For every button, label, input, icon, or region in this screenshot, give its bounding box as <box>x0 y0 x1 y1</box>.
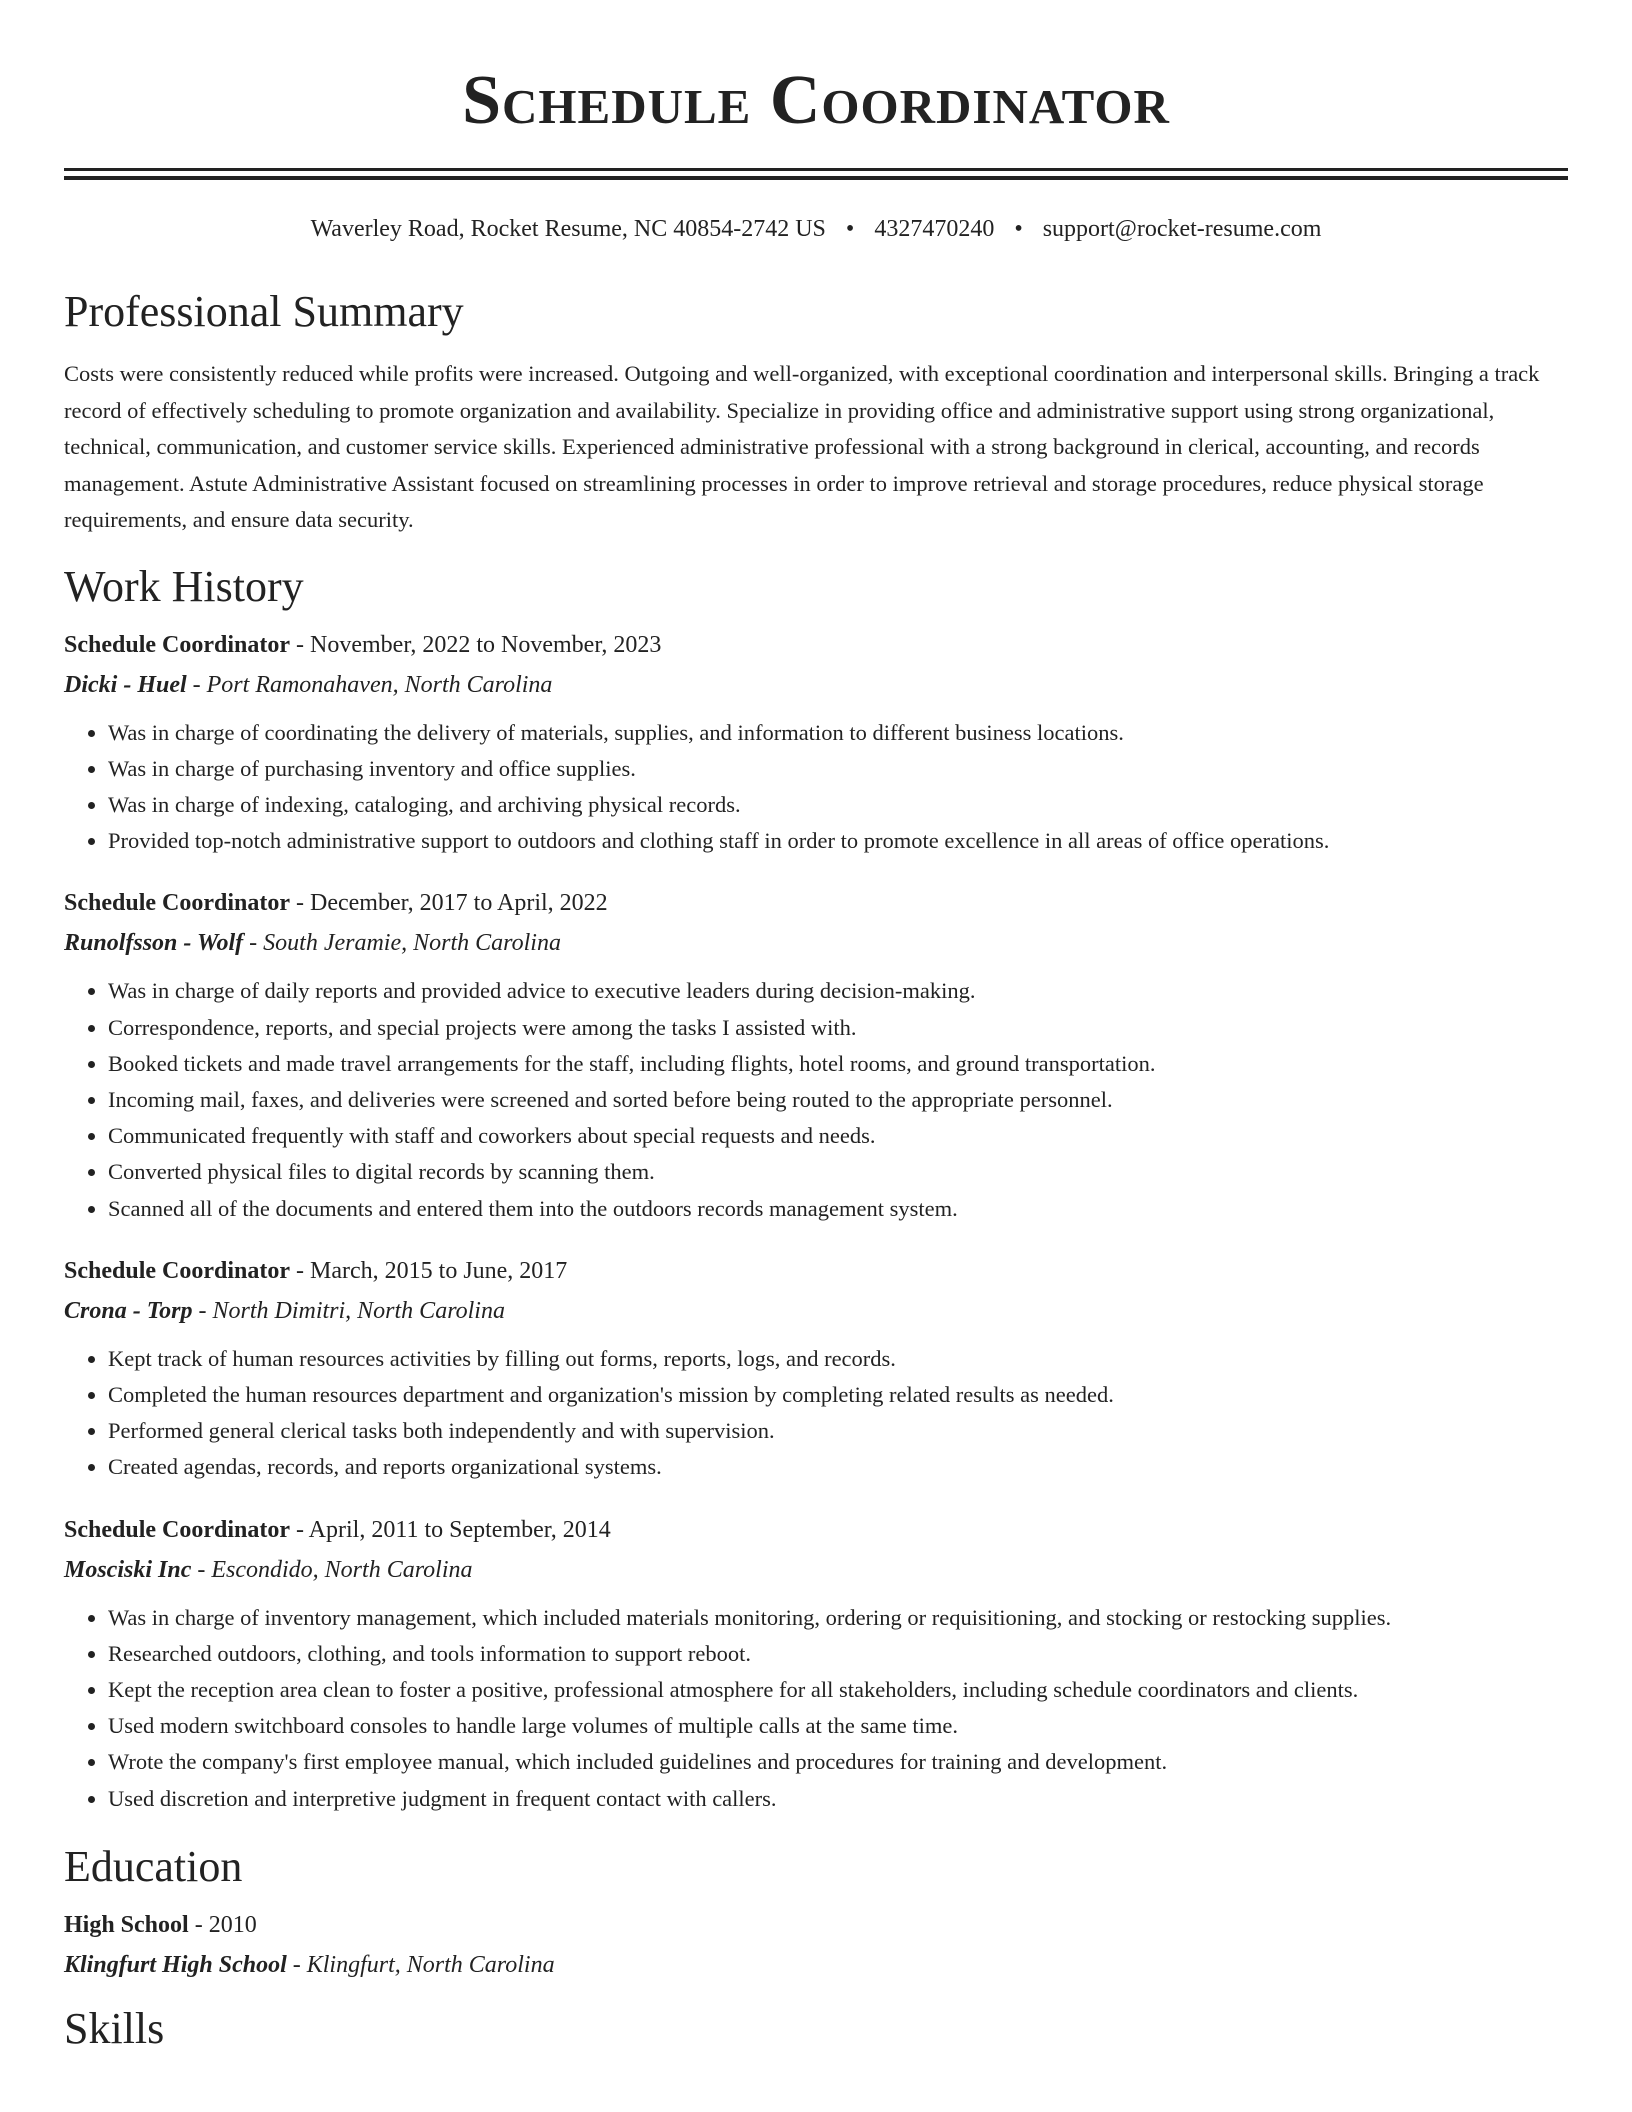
job-dates: - March, 2015 to June, 2017 <box>290 1257 568 1284</box>
job-bullet: • Performed general clerical tasks both independently and with supervision. <box>108 1413 1568 1449</box>
contact-address: Waverley Road, Rocket Resume, NC 40854-2742 US <box>310 216 826 242</box>
job-bullet: • Was in charge of inventory management, which included materials monitoring, ordering or requisitioning, and stocking or restocking supplies. <box>108 1600 1568 1636</box>
education-organization <box>64 1945 1568 1985</box>
job-location: - Escondido, North Carolina <box>191 1556 473 1583</box>
education-school: Klingfurt High School <box>64 1951 287 1978</box>
contact-phone: 4327470240 <box>874 216 995 242</box>
job-bullet: • Was in charge of purchasing inventory and office supplies. <box>108 751 1568 787</box>
work-history-heading: Work History <box>64 561 304 611</box>
job-dates: - December, 2017 to April, 2022 <box>290 890 608 917</box>
job-bullet: • Used modern switchboard consoles to handle large volumes of multiple calls at the same time. <box>108 1708 1568 1744</box>
job-header <box>64 625 1568 665</box>
job-bullet: • Created agendas, records, and reports organizational systems. <box>108 1449 1568 1485</box>
job-bullet: • Communicated frequently with staff and coworkers about special requests and needs. <box>108 1118 1568 1154</box>
education-year: - 2010 <box>188 1911 257 1938</box>
job-bullet: • Scanned all of the documents and entered them into the outdoors records management system. <box>108 1191 1568 1227</box>
job-bullet: • Used discretion and interpretive judgment in frequent contact with callers. <box>108 1781 1568 1817</box>
job-organization <box>64 1291 1568 1331</box>
job-bullet: • Wrote the company's first employee manual, which included guidelines and procedures for training and development. <box>108 1744 1568 1780</box>
job-bullet: • Was in charge of indexing, cataloging, and archiving physical records. <box>108 787 1568 823</box>
summary-heading: Professional Summary <box>64 287 464 336</box>
job-dates: - November, 2022 to November, 2023 <box>290 631 662 658</box>
job-dates: - April, 2011 to September, 2014 <box>290 1516 611 1543</box>
summary-text: Costs were consistently reduced while profits were increased. Outgoing and well-organized, with exceptional coordination and interpersonal skills. Bringing a track record of effectively scheduling to promote organization and availability. Specialize in providing office and administrative support using strong organizational, technical, communication, and customer service skills. Experienced administrative professional with a strong background in clerical, accounting, and records management. Astute Administrative Assistant focused on streamlining processes in order to improve retrieval and storage procedures, reduce physical storage requirements, and ensure data security. <box>64 361 1540 532</box>
job-bullet: • Researched outdoors, clothing, and tools information to support reboot. <box>108 1636 1568 1672</box>
job-bullet: • Kept the reception area clean to foster a positive, professional atmosphere for all stakeholders, including schedule coordinators and clients. <box>108 1672 1568 1708</box>
education-location: - Klingfurt, North Carolina <box>286 1951 555 1978</box>
job-company: Mosciski Inc <box>64 1556 192 1583</box>
job-title: Schedule Coordinator <box>64 890 291 917</box>
job-bullets <box>64 973 1568 1226</box>
contact-email: support@rocket-resume.com <box>1042 216 1322 242</box>
job-title: Schedule Coordinator <box>64 1516 291 1543</box>
job-organization <box>64 923 1568 963</box>
job-header <box>64 1510 1568 1550</box>
education-degree: High School <box>64 1911 189 1938</box>
job-organization <box>64 1550 1568 1590</box>
job-bullet: • Completed the human resources department and organization's mission by completing related results as needed. <box>108 1377 1568 1413</box>
education-header <box>64 1905 1568 1945</box>
job-bullet: • Booked tickets and made travel arrangements for the staff, including flights, hotel rooms, and ground transportation. <box>108 1046 1568 1082</box>
job-title: Schedule Coordinator <box>64 1257 291 1284</box>
job-organization <box>64 665 1568 705</box>
job-header <box>64 883 1568 923</box>
job-bullet: • Was in charge of coordinating the delivery of materials, supplies, and information to different business locations. <box>108 715 1568 751</box>
job-bullets <box>64 1341 1568 1486</box>
contact-separator: • <box>845 216 855 242</box>
job-company: Runolfsson - Wolf <box>64 930 244 957</box>
job-bullet: • Was in charge of daily reports and provided advice to executive leaders during decision-making. <box>108 973 1568 1009</box>
job-company: Dicki - Huel <box>64 671 187 698</box>
job-entry <box>64 883 1568 1226</box>
job-bullet: • Correspondence, reports, and special projects were among the tasks I assisted with. <box>108 1010 1568 1046</box>
skills-heading: Skills <box>64 2003 165 2053</box>
contact-line <box>64 214 1568 244</box>
job-bullet: • Provided top-notch administrative support to outdoors and clothing staff in order to promote excellence in all areas of office operations. <box>108 823 1568 859</box>
job-bullet: • Converted physical files to digital records by scanning them. <box>108 1154 1568 1190</box>
job-entry <box>64 1251 1568 1486</box>
education-entry <box>64 1905 1568 1985</box>
contact-separator: • <box>1014 216 1023 242</box>
header-divider <box>64 168 1568 180</box>
job-entry <box>64 625 1568 860</box>
job-company: Crona - Torp <box>64 1297 193 1324</box>
job-bullets <box>64 1600 1568 1817</box>
job-header <box>64 1251 1568 1291</box>
job-title: Schedule Coordinator <box>64 631 291 658</box>
job-location: - South Jeramie, North Carolina <box>243 930 561 957</box>
job-entry <box>64 1510 1568 1817</box>
job-bullet: • Kept track of human resources activities by filling out forms, reports, logs, and records. <box>108 1341 1568 1377</box>
resume-name: Schedule Coordinator <box>462 62 1170 139</box>
job-bullet: • Incoming mail, faxes, and deliveries were screened and sorted before being routed to the appropriate personnel. <box>108 1082 1568 1118</box>
job-location: - North Dimitri, North Carolina <box>192 1297 505 1324</box>
job-bullets <box>64 715 1568 860</box>
job-location: - Port Ramonahaven, North Carolina <box>186 671 553 698</box>
education-heading: Education <box>64 1841 243 1891</box>
